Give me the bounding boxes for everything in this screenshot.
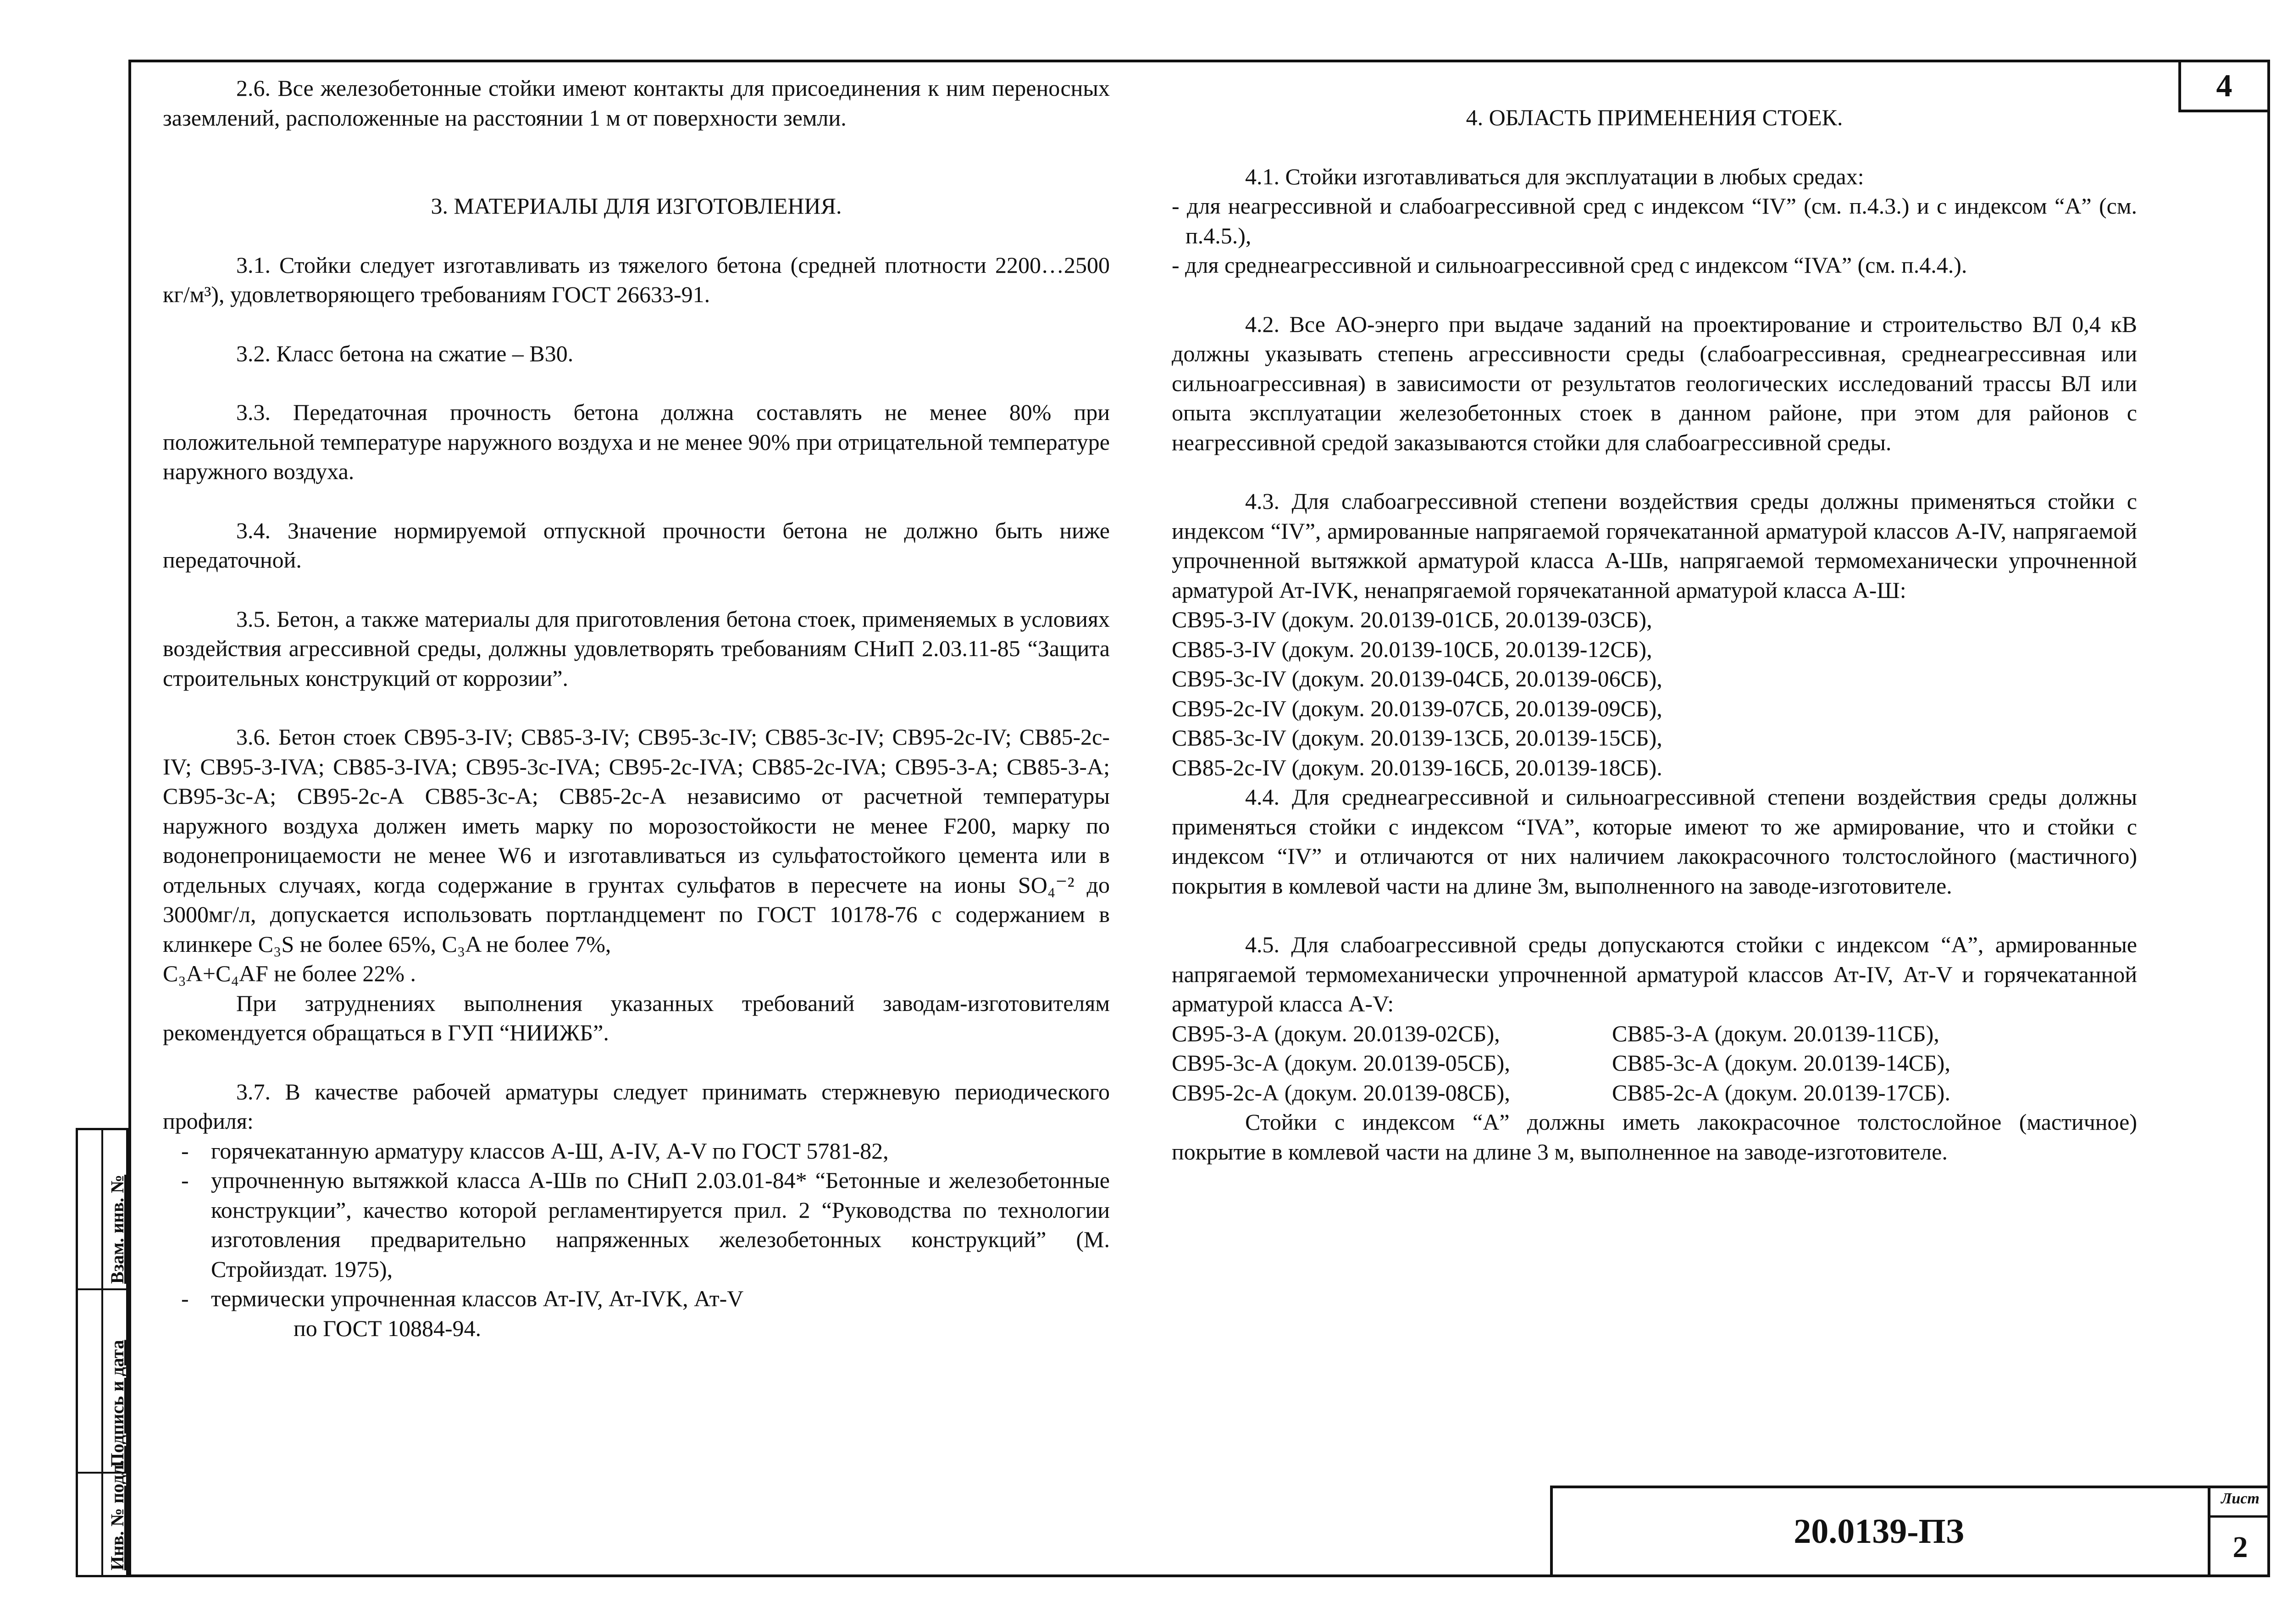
- list-item-right: СВ85-3с-А (докум. 20.0139-14СБ),: [1612, 1050, 1950, 1076]
- sheet-label: Лист: [2210, 1490, 2270, 1518]
- list-item-left: СВ95-3с-А (докум. 20.0139-05СБ),: [1172, 1050, 1510, 1076]
- paragraph-3-6: 3.6. Бетон стоек СВ95-3-IV; СВ85-3-IV; СВ95-3с-IV; СВ85-3с-IV; СВ95-2с-IV; СВ85-2с-IV; СВ95-3-IVA; СВ85-3-IVA; СВ95-3с-IVA; СВ95-2с-IVA; СВ85-2с-IVA; СВ95-3-А; СВ85-3-А; СВ95-3с-А; СВ95-2с-А СВ85-3с-А; СВ85-2с-А независимо от расчетной температуры наружного воздуха должен иметь марку по морозостойкости не менее F200, марку по водонепроницаемости не менее W6 и изготавливаться из сульфатостойкого цемента или в отдельных случаях, когда содержание в грунтах сульфатов в пересчете на ионы SO₄⁻² до 3000мг/л, допускается использовать портландцемент по ГОСТ 10178-76 с содержанием в клинкере C₃S не более 65%, C₃A не более 7%,: [163, 724, 1110, 957]
- document-code: 20.0139-ПЗ: [1550, 1486, 2210, 1577]
- paragraph-4-2: 4.2. Все АО-энерго при выдаче заданий на проектирование и строительство ВЛ 0,4 кВ должны указывать степень агрессивности среды (слабоагрессивная, среднеагрессивная или сильноагрессивная) в зависимости от результатов геологических исследований трассы ВЛ или опыта эксплуатации железобетонных стоек в данном районе, при этом для районов с неагрессивной средой заказываются стойки для слабоагрессивной среды.: [1172, 311, 2137, 455]
- list-item: - упрочненную вытяжкой класса А-Шв по СНиП 2.03.01-84* “Бетонные и железобетонные конструкции”, качество которой регламентируется прил. 2 “Руководства по технологии изготовления предварительно напряженных железобетонных конструкций” (М. Стройиздат. 1975),: [163, 1166, 1110, 1284]
- list-item: СВ95-2с-IV (докум. 20.0139-07СБ, 20.0139-09СБ),: [1172, 695, 1662, 721]
- list-item-right: СВ85-3-А (докум. 20.0139-11СБ),: [1612, 1020, 1939, 1046]
- paragraph-3-6-formula: C₃A+C₄AF не более 22% .: [163, 961, 416, 986]
- paragraph-4-4: 4.4. Для среднеагрессивной и сильноагрессивной степени воздействия среды должны применяться стойки с индексом “IVA”, которые имеют то же армирование, что и стойки с индексом “IV” и отличаются от них наличием лакокрасочного толстослойного (мастичного) покрытия в комлевой части на длине 3м, выполненного на заводе-изготовителе.: [1172, 784, 2137, 899]
- list-item: СВ85-3с-IV (докум. 20.0139-13СБ, 20.0139-15СБ),: [1172, 725, 1662, 751]
- section-heading-4: 4. ОБЛАСТЬ ПРИМЕНЕНИЯ СТОЕК.: [1466, 105, 1843, 130]
- list-item: [1172, 1078, 2137, 1108]
- paragraph-3-4: 3.4. Значение нормируемой отпускной прочности бетона не должно быть ниже передаточной.: [163, 517, 1110, 573]
- paragraph-4-1: 4.1. Стойки изготавливаться для эксплуатации в любых средах:: [1245, 163, 1864, 189]
- paragraph-4-1-item: - для неагрессивной и слабоагрессивной сред с индексом “IV” (см. п.4.3.) и с индексом “А” (см. п.4.5.),: [1172, 193, 2137, 249]
- sheet-top-number: 4: [2178, 60, 2270, 112]
- right-column: [1172, 73, 2137, 1166]
- paragraph-3-5: 3.5. Бетон, а также материалы для приготовления бетона стоек, применяемых в условиях воздействия агрессивной среды, должны удовлетворять требованиям СНиП 2.03.11-85 “Защита строительных конструкций от коррозии”.: [163, 606, 1110, 691]
- stamp-column-left: [78, 1130, 103, 1575]
- list-item: - термически упрочненная классов Ат-IV, Ат-IVK, Ат-V: [163, 1284, 1110, 1314]
- stamp-vzam-inv: Взам. инв. №: [107, 1175, 127, 1284]
- side-stamp: [76, 1128, 128, 1577]
- list-item: - горячекатанную арматуру классов А-Ш, А-IV, А-V по ГОСТ 5781-82,: [163, 1136, 1110, 1166]
- paragraph-4-3: 4.3. Для слабоагрессивной степени воздействия среды должны применяться стойки с индексом “IV”, армированные напрягаемой горячекатанной арматурой классов А-IV, напрягаемой упрочненной вытяжкой арматурой класса А-Шв, напрягаемой термомеханически упрочненной арматурой Ат-IVK, ненапрягаемой горячекатанной арматурой класса А-Ш:: [1172, 488, 2137, 603]
- stamp-podpis-data: Подпись и дата: [107, 1340, 127, 1467]
- paragraph-3-6-note: При затруднениях выполнения указанных требований заводам-изготовителям рекомендуется обращаться в ГУП “НИИЖБ”.: [163, 990, 1110, 1045]
- stamp-divider: [78, 1288, 126, 1290]
- paragraph-4-5-note: Стойки с индексом “А” должны иметь лакокрасочное толстослойное (мастичное) покрытие в комлевой части на длине 3 м, выполненное на заводе-изготовителе.: [1172, 1109, 2137, 1165]
- list-item: СВ95-3-IV (докум. 20.0139-01СБ, 20.0139-03СБ),: [1172, 607, 1652, 632]
- paragraph-3-1: 3.1. Стойки следует изготавливать из тяжелого бетона (средней плотности 2200…2500 кг/м³), удовлетворяющего требованиям ГОСТ 26633-91.: [163, 252, 1110, 307]
- list-item: СВ85-3-IV (докум. 20.0139-10СБ, 20.0139-12СБ),: [1172, 636, 1652, 662]
- list-item: [1172, 1019, 2137, 1049]
- list-item-continuation: по ГОСТ 10884-94.: [294, 1315, 482, 1341]
- section-heading-3: 3. МАТЕРИАЛЫ ДЛЯ ИЗГОТОВЛЕНИЯ.: [431, 193, 842, 219]
- list-item: СВ95-3с-IV (докум. 20.0139-04СБ, 20.0139-06СБ),: [1172, 666, 1662, 691]
- list-item-left: СВ95-2с-А (докум. 20.0139-08СБ),: [1172, 1079, 1510, 1105]
- list-item-right: СВ85-2с-А (докум. 20.0139-17СБ).: [1612, 1079, 1950, 1105]
- list-item: СВ85-2с-IV (докум. 20.0139-16СБ, 20.0139-18СБ).: [1172, 754, 1662, 780]
- list-item-left: СВ95-3-А (докум. 20.0139-02СБ),: [1172, 1020, 1500, 1046]
- sheet-number: 2: [2232, 1530, 2248, 1564]
- paragraph-3-7: 3.7. В качестве рабочей арматуры следует принимать стержневую периодического профиля:: [163, 1078, 1110, 1134]
- left-column: [163, 73, 1110, 1343]
- paragraph-4-1-item: - для среднеагрессивной и сильноагрессивной сред с индексом “IVA” (см. п.4.4.).: [1172, 252, 1967, 278]
- stamp-inv-podl: Инв. № подл.: [107, 1460, 127, 1570]
- paragraph-2-6: 2.6. Все железобетонные стойки имеют контакты для присоединения к ним переносных заземлений, расположенные на расстоянии 1 м от поверхности земли.: [163, 75, 1110, 131]
- list-item: [1172, 1048, 2137, 1078]
- paragraph-3-3: 3.3. Передаточная прочность бетона должна составлять не менее 80% при положительной температуре наружного воздуха и не менее 90% при отрицательной температуре наружного воздуха.: [163, 399, 1110, 484]
- paragraph-3-2: 3.2. Класс бетона на сжатие – В30.: [236, 340, 574, 366]
- paragraph-4-5: 4.5. Для слабоагрессивной среды допускаются стойки с индексом “А”, армированные напрягаемой термомеханически упрочненной арматурой классов Ат-IV, Ат-V и горячекатанной арматурой класса А-V:: [1172, 932, 2137, 1016]
